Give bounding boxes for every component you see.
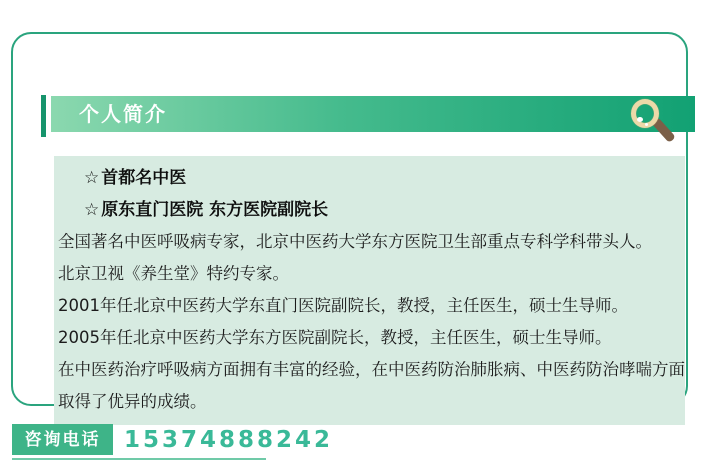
phone-underline: [12, 458, 266, 460]
consult-phone-button[interactable]: 咨询电话: [12, 424, 113, 455]
profile-line: 2005年任北京中医药大学东方医院副院长，教授，主任医生，硕士生导师。: [58, 328, 612, 347]
profile-highlight-text: 首都名中医: [101, 168, 187, 188]
magnifier-icon[interactable]: [628, 97, 668, 147]
section-header: [51, 96, 695, 132]
profile-card: [11, 32, 688, 411]
star-icon: ☆: [84, 200, 100, 220]
star-icon: ☆: [84, 168, 100, 188]
profile-highlight-text: 原东直门医院 东方医院副院长: [101, 200, 329, 220]
profile-line: 2001年任北京中医药大学东直门医院副院长，教授，主任医生，硕士生导师。: [58, 296, 628, 315]
profile-line: 取得了优异的成绩。: [58, 392, 207, 411]
profile-highlight: [58, 194, 681, 226]
page-title: 个人简介: [79, 102, 167, 126]
profile-line: 全国著名中医呼吸病专家，北京中医药大学东方医院卫生部重点专科学科带头人。: [58, 232, 652, 251]
header-accent-bar: [41, 95, 46, 137]
profile-highlight: [58, 162, 681, 194]
profile-line: 北京卫视《养生堂》特约专家。: [58, 264, 289, 283]
magnifier-sparkle-icon: [645, 123, 648, 126]
magnifier-sparkle-icon: [637, 117, 643, 122]
profile-line: 在中医药治疗呼吸病方面拥有丰富的经验，在中医药防治肺胀病、中医药防治哮喘方面: [58, 360, 685, 379]
phone-number[interactable]: 15374888242: [124, 427, 334, 453]
profile-text-panel: [54, 156, 685, 425]
